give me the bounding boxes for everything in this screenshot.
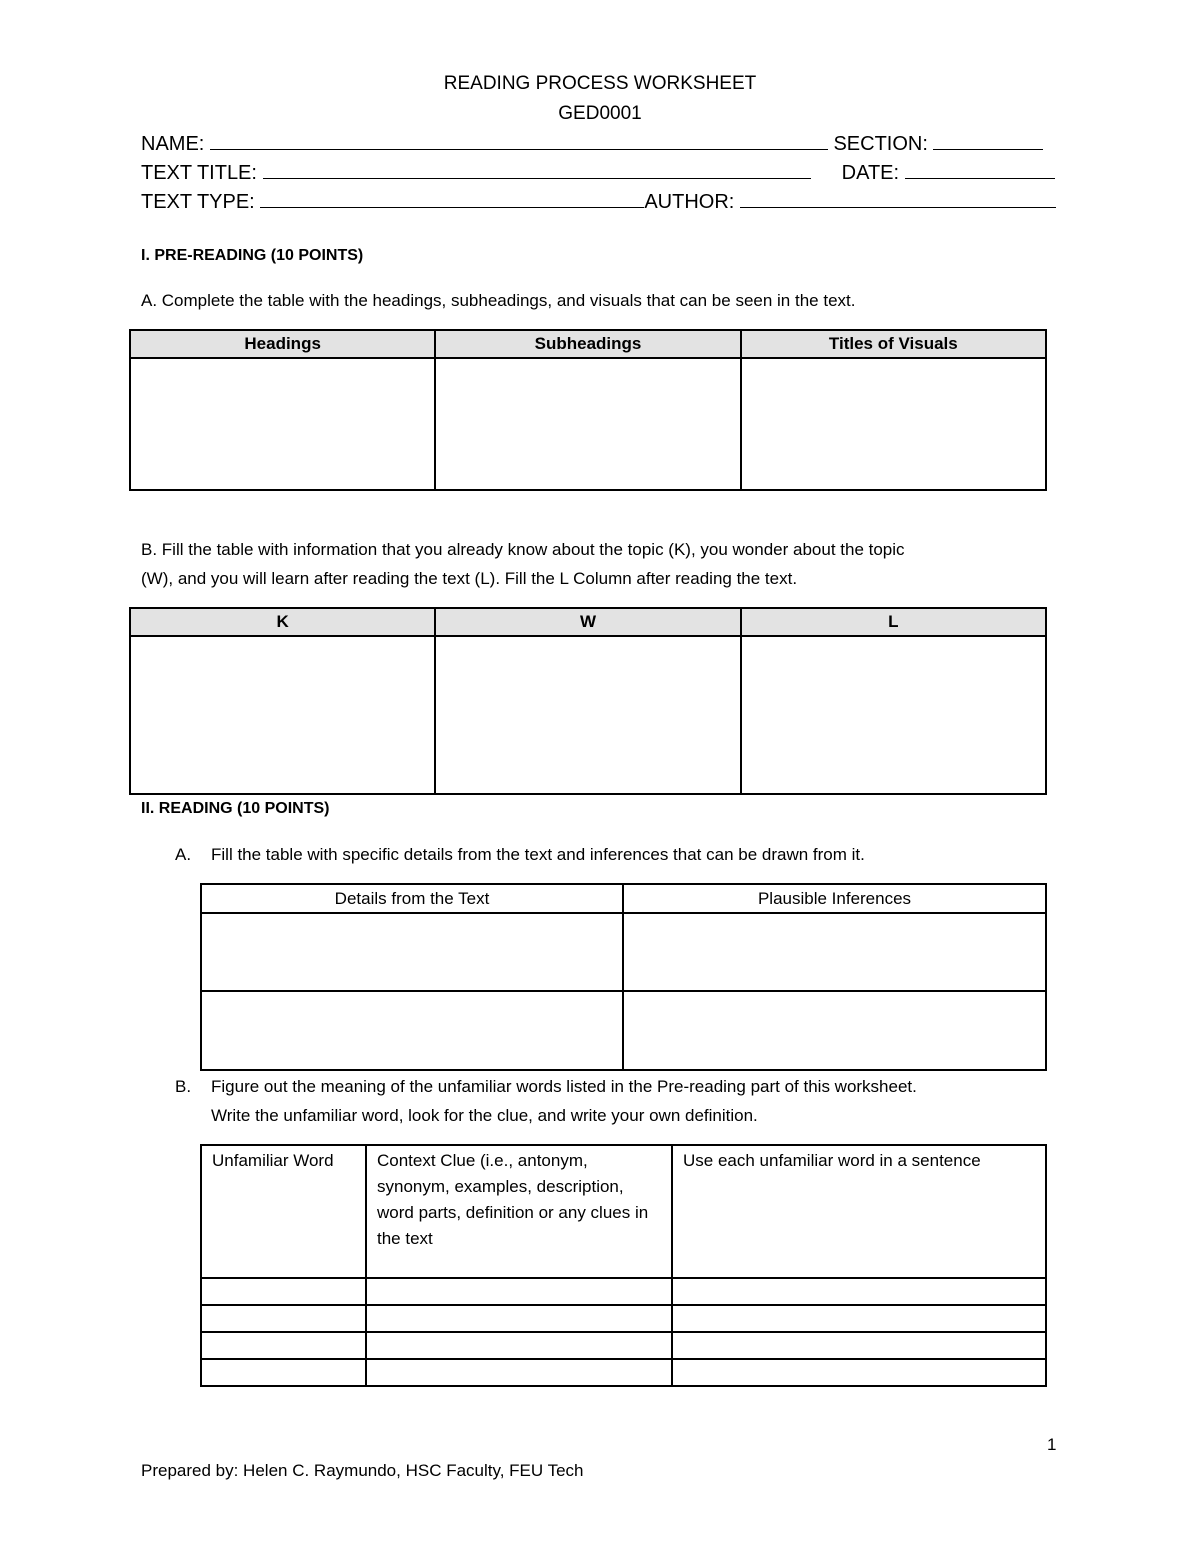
- column-header-details-from-text: Details from the Text: [201, 884, 623, 913]
- inferences-cell[interactable]: [623, 913, 1046, 991]
- worksheet-title: READING PROCESS WORKSHEET: [443, 73, 757, 94]
- kwl-table: [129, 607, 1047, 795]
- vocabulary-table: [200, 1144, 1047, 1387]
- text-title-label: TEXT TITLE:: [141, 162, 257, 184]
- column-header-context-clue: Context Clue (i.e., antonym, synonym, examples, description, word parts, definition or any clues in the text: [366, 1145, 672, 1278]
- column-header-titles-of-visuals: Titles of Visuals: [741, 330, 1046, 358]
- unfamiliar-word-cell[interactable]: [201, 1332, 366, 1359]
- column-header-use-in-sentence: Use each unfamiliar word in a sentence: [672, 1145, 1046, 1278]
- sentence-cell[interactable]: [672, 1278, 1046, 1305]
- k-cell[interactable]: [130, 636, 435, 794]
- headings-cell[interactable]: [130, 358, 435, 490]
- reading-b-label: B.: [175, 1077, 192, 1096]
- pre-reading-b-line-1: B. Fill the table with information that you already know about the topic (K), you wonder about the topic: [141, 540, 905, 559]
- details-cell[interactable]: [201, 991, 623, 1070]
- details-inferences-table: [200, 883, 1047, 1071]
- reading-a-instruction: Fill the table with specific details from the text and inferences that can be drawn from it.: [211, 845, 865, 864]
- page-number: 1: [1047, 1435, 1057, 1454]
- column-header-k: K: [130, 608, 435, 636]
- headings-table: [129, 329, 1047, 491]
- author-field[interactable]: [740, 189, 1056, 208]
- text-type-field-row: [141, 189, 1056, 214]
- l-cell[interactable]: [741, 636, 1046, 794]
- w-cell[interactable]: [435, 636, 740, 794]
- unfamiliar-word-cell[interactable]: [201, 1305, 366, 1332]
- pre-reading-b-line-2: (W), and you will learn after reading the text (L). Fill the L Column after reading the text.: [141, 569, 798, 588]
- column-header-l: L: [741, 608, 1046, 636]
- text-title-field-row: [141, 160, 1055, 185]
- column-header-headings: Headings: [130, 330, 435, 358]
- pre-reading-heading: I. PRE-READING (10 POINTS): [141, 247, 364, 264]
- details-cell[interactable]: [201, 913, 623, 991]
- name-field-row: [141, 131, 1043, 156]
- prepared-by-footer: Prepared by: Helen C. Raymundo, HSC Faculty, FEU Tech: [141, 1461, 584, 1480]
- column-header-subheadings: Subheadings: [435, 330, 740, 358]
- sentence-cell[interactable]: [672, 1332, 1046, 1359]
- reading-a-label: A.: [175, 845, 192, 864]
- context-clue-cell[interactable]: [366, 1305, 672, 1332]
- text-type-field[interactable]: [260, 189, 644, 208]
- unfamiliar-word-cell[interactable]: [201, 1278, 366, 1305]
- reading-heading: II. READING (10 POINTS): [141, 800, 330, 817]
- reading-b-instruction: [211, 1072, 917, 1130]
- course-code: GED0001: [558, 103, 642, 124]
- inferences-cell[interactable]: [623, 991, 1046, 1070]
- text-type-label: TEXT TYPE:: [141, 191, 255, 213]
- section-field[interactable]: [933, 131, 1043, 150]
- column-header-plausible-inferences: Plausible Inferences: [623, 884, 1046, 913]
- date-field[interactable]: [905, 160, 1055, 179]
- pre-reading-a-instruction: A. Complete the table with the headings, subheadings, and visuals that can be seen in the text.: [141, 291, 856, 310]
- subheadings-cell[interactable]: [435, 358, 740, 490]
- column-header-w: W: [435, 608, 740, 636]
- titles-of-visuals-cell[interactable]: [741, 358, 1046, 490]
- context-clue-cell[interactable]: [366, 1332, 672, 1359]
- name-label: NAME:: [141, 133, 205, 155]
- unfamiliar-word-cell[interactable]: [201, 1359, 366, 1386]
- reading-b-line-2: Write the unfamiliar word, look for the clue, and write your own definition.: [211, 1106, 758, 1125]
- date-label: DATE:: [841, 162, 900, 184]
- context-clue-cell[interactable]: [366, 1359, 672, 1386]
- context-clue-cell[interactable]: [366, 1278, 672, 1305]
- section-label: SECTION:: [833, 133, 928, 155]
- text-title-field[interactable]: [263, 160, 811, 179]
- name-field[interactable]: [210, 131, 828, 150]
- pre-reading-b-instruction: [141, 535, 905, 593]
- sentence-cell[interactable]: [672, 1305, 1046, 1332]
- sentence-cell[interactable]: [672, 1359, 1046, 1386]
- author-label: AUTHOR:: [644, 191, 735, 213]
- column-header-unfamiliar-word: Unfamiliar Word: [201, 1145, 366, 1278]
- reading-b-line-1: Figure out the meaning of the unfamiliar words listed in the Pre-reading part of this worksheet.: [211, 1077, 917, 1096]
